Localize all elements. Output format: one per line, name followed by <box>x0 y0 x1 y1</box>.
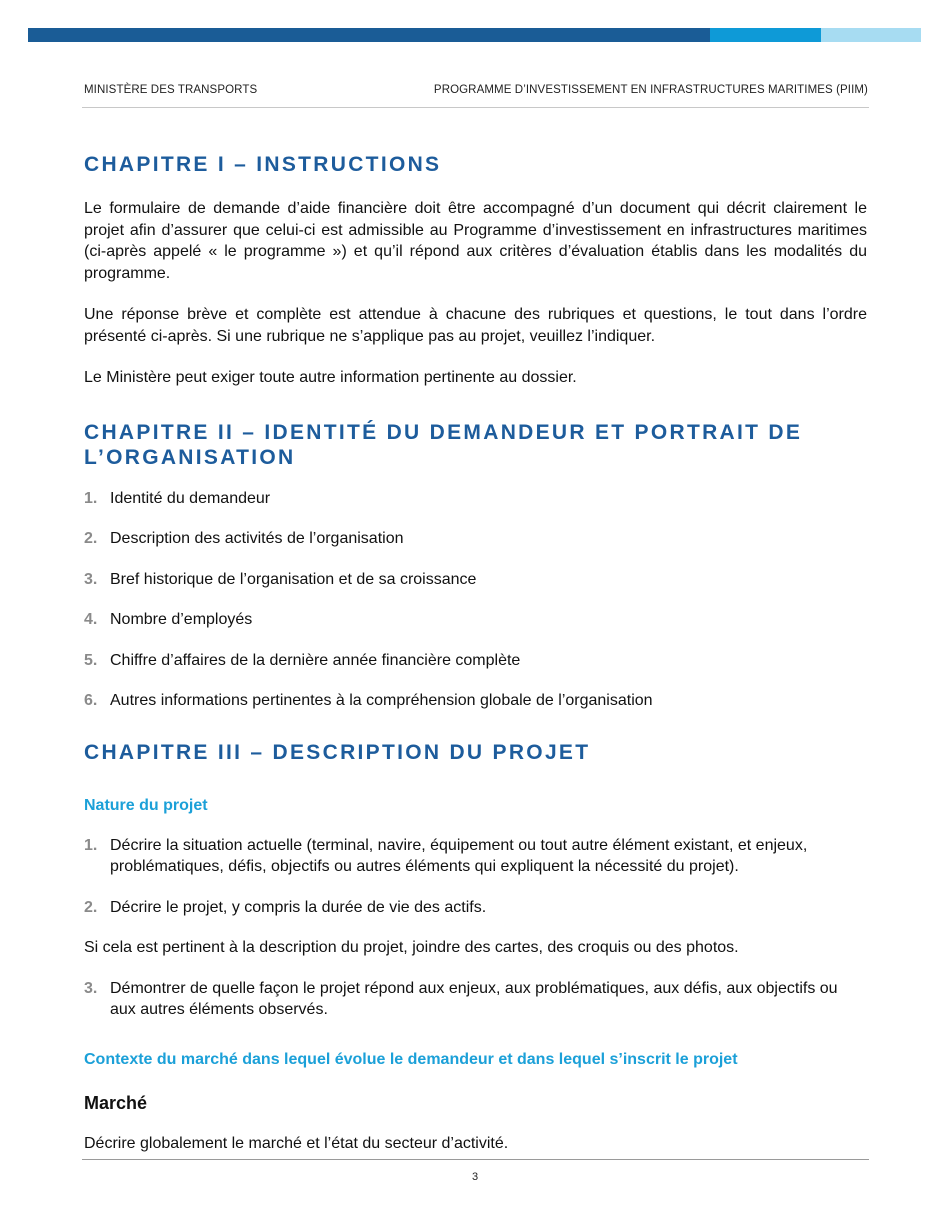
list-item-number: 4. <box>84 611 98 628</box>
chapter-2-title <box>84 420 867 470</box>
band-mid-blue <box>710 28 821 42</box>
band-dark-blue <box>28 28 710 42</box>
page-header <box>84 84 868 96</box>
nature-list-continued <box>84 978 867 1021</box>
header-ministry: MINISTÈRE DES TRANSPORTS <box>84 84 258 96</box>
attachment-note: Si cela est pertinent à la description du projet, joindre des cartes, des croquis ou des photos. <box>84 939 739 956</box>
list-item-text: Nombre d’employés <box>110 611 253 628</box>
list-item <box>84 609 867 631</box>
chapter-2-title-line-1: CHAPITRE II – IDENTITÉ DU DEMANDEUR ET PORTRAIT DE <box>84 420 803 444</box>
page-number: 3 <box>471 1171 479 1183</box>
chapter-2-title-line-2: L’ORGANISATION <box>84 445 296 469</box>
list-item-text: Description des activités de l’organisation <box>110 530 404 547</box>
list-item-number: 5. <box>84 651 98 669</box>
list-item <box>84 978 867 1021</box>
header-program: PROGRAMME D’INVESTISSEMENT EN INFRASTRUCTURES MARITIMES (PIIM) <box>433 84 868 96</box>
chapter-2-list <box>84 488 867 712</box>
list-item <box>84 897 867 919</box>
list-item-number: 1. <box>84 489 98 507</box>
page-content <box>84 152 867 1154</box>
market-context-heading: Contexte du marché dans lequel évolue le demandeur et dans lequel s’inscrit le projet <box>84 1050 738 1068</box>
list-item-text: Autres informations pertinentes à la compréhension globale de l’organisation <box>110 692 653 709</box>
list-item-number: 2. <box>84 530 98 547</box>
list-item-number: 3. <box>84 570 98 588</box>
list-item-text: Bref historique de l’organisation et de sa croissance <box>110 570 477 588</box>
footer-divider <box>82 1159 869 1160</box>
list-item-text: Identité du demandeur <box>110 489 271 507</box>
band-light-blue <box>821 28 921 42</box>
nature-heading: Nature du projet <box>84 796 208 814</box>
list-item-number: 3. <box>84 979 98 997</box>
market-heading: Marché <box>84 1092 148 1113</box>
top-color-band <box>28 28 921 42</box>
list-item <box>84 528 867 550</box>
nature-list <box>84 835 867 919</box>
list-item-number: 6. <box>84 692 98 709</box>
list-item-text: Décrire le projet, y compris la durée de vie des actifs. <box>110 898 487 916</box>
list-item <box>84 488 867 510</box>
header-divider <box>82 107 869 108</box>
list-item-text: Décrire la situation actuelle (terminal, navire, équipement ou tout autre élément existant, et enjeux, problématiques, défis, objectifs ou autres éléments qui expliquent la nécessité du projet). <box>110 836 808 875</box>
list-item-number: 2. <box>84 898 98 916</box>
chapter-1-paragraph-3: Le Ministère peut exiger toute autre information pertinente au dossier. <box>84 369 577 386</box>
list-item-number: 1. <box>84 836 98 854</box>
list-item <box>84 569 867 591</box>
chapter-3-title: CHAPITRE III – DESCRIPTION DU PROJET <box>84 740 591 764</box>
list-item <box>84 650 867 672</box>
list-item-text: Chiffre d’affaires de la dernière année financière complète <box>110 651 521 669</box>
chapter-1-title: CHAPITRE I – INSTRUCTIONS <box>84 153 442 176</box>
list-item <box>84 835 867 878</box>
list-item-text: Démontrer de quelle façon le projet répond aux enjeux, aux problématiques, aux défis, aux objectifs ou aux autres éléments observés. <box>110 979 838 1018</box>
chapter-1-paragraph-1: Le formulaire de demande d’aide financière doit être accompagné d’un document qui décrit clairement le projet afin d’assurer que celui-ci est admissible au Programme d’investissement en infrastructures maritimes (ci-après appelé « le programme ») et qu’il répond aux critères d’évaluation établis dans les modalités du programme. <box>84 200 867 282</box>
chapter-1-paragraph-2: Une réponse brève et complète est attendue à chacune des rubriques et questions, le tout dans l’ordre présenté ci-après. Si une rubrique ne s’applique pas au projet, veuillez l’indiquer. <box>84 306 867 345</box>
market-description: Décrire globalement le marché et l’état du secteur d’activité. <box>84 1134 509 1152</box>
list-item <box>84 690 867 712</box>
